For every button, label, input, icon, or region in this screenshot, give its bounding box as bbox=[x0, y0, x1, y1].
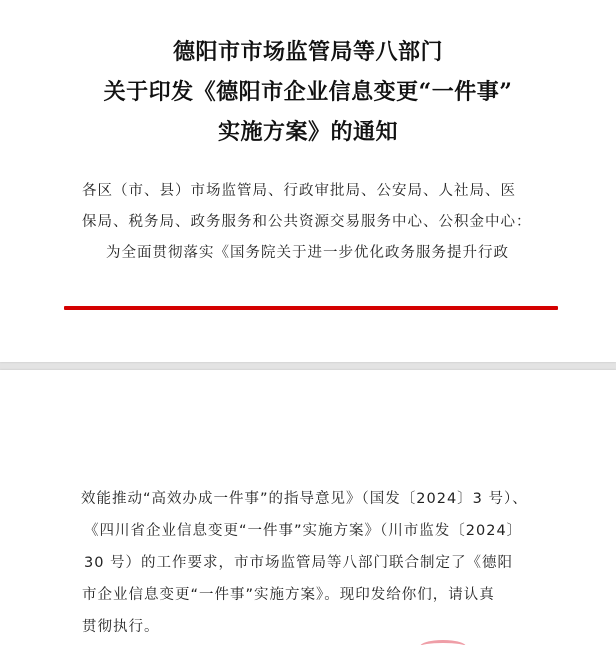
recipients-line-1: 各区（市、县）市场监管局、行政审批局、公安局、人社局、医 bbox=[82, 183, 516, 199]
body-paragraph-line-6: 贯彻执行。 bbox=[82, 619, 160, 635]
body-paragraph-line-2: 效能推动“高效办成一件事”的指导意见》（国发〔2024〕3 号）、 bbox=[81, 491, 528, 507]
body-paragraph-line-5: 市企业信息变更“一件事”实施方案》。现印发给你们，请认真 bbox=[82, 587, 495, 603]
recipients-line-2: 保局、税务局、政务服务和公共资源交易服务中心、公积金中心： bbox=[82, 214, 532, 230]
document-title-line-2: 关于印发《德阳市企业信息变更“一件事” bbox=[103, 79, 513, 105]
red-separator-rule bbox=[64, 306, 558, 310]
body-paragraph-line-4: 30 号）的工作要求，市市场监管局等八部门联合制定了《德阳 bbox=[84, 555, 514, 571]
document-title-line-3: 实施方案》的通知 bbox=[217, 119, 398, 145]
body-paragraph-line-3: 《四川省企业信息变更“一件事”实施方案》（川市监发〔2024〕 bbox=[84, 523, 523, 539]
document-page-2 bbox=[0, 370, 616, 645]
body-paragraph-line-1: 为全面贯彻落实《国务院关于进一步优化政务服务提升行政 bbox=[106, 245, 509, 261]
document-title-line-1: 德阳市市场监管局等八部门 bbox=[172, 39, 443, 65]
seal-stamp-edge bbox=[420, 640, 466, 645]
